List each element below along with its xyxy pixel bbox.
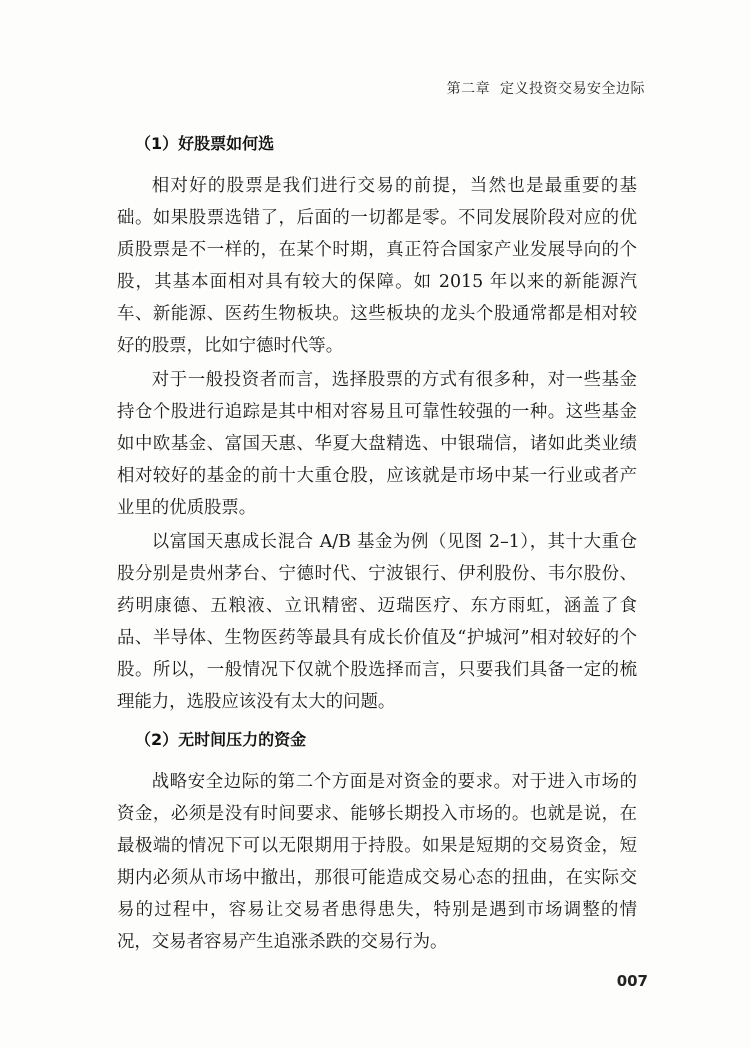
page-body xyxy=(117,128,637,960)
paragraph: 相对好的股票是我们进行交易的前提，当然也是最重要的基础。如果股票选错了，后面的一切都是零。不同发展阶段对应的优质股票是不一样的，在某个时期，真正符合国家产业发展导向的个股，其基本面相对具有较大的保障。如 2015 年以来的新能源汽车、新能源、医药生物板块。这些板块的龙头个股通常都是相对较好的股票，比如宁德时代等。 xyxy=(117,176,637,356)
section-heading: （2）无时间压力的资金 xyxy=(135,730,307,749)
paragraph: 战略安全边际的第二个方面是对资金的要求。对于进入市场的资金，必须是没有时间要求、能够长期投入市场的。也就是说，在最极端的情况下可以无限期用于持股。如果是短期的交易资金，短期内必须从市场中撤出，那很可能造成交易心态的扭曲，在实际交易的过程中，容易让交易者患得患失，特别是遇到市场调整的情况，交易者容易产生追涨杀跌的交易行为。 xyxy=(117,772,637,952)
section-heading: （1）好股票如何选 xyxy=(135,134,275,153)
paragraph: 以富国天惠成长混合 A/B 基金为例（见图 2–1），其十大重仓股分别是贵州茅台、宁德时代、宁波银行、伊利股份、韦尔股份、药明康德、五粮液、立讯精密、迈瑞医疗、东方雨虹，涵盖了食品、半导体、生物医药等最具有成长价值及“护城河”相对较好的个股。所以，一般情况下仅就个股选择而言，只要我们具备一定的梳理能力，选股应该没有太大的问题。 xyxy=(117,532,637,712)
paragraph: 对于一般投资者而言，选择股票的方式有很多种，对一些基金持仓个股进行追踪是其中相对容易且可靠性较强的一种。这些基金如中欧基金、富国天惠、华夏大盘精选、中银瑞信，诸如此类业绩相对较好的基金的前十大重仓股，应该就是市场中某一行业或者产业里的优质股票。 xyxy=(117,370,637,518)
chapter-title: 定义投资交易安全边际 xyxy=(500,81,645,97)
running-header xyxy=(447,78,645,98)
page-number: 007 xyxy=(616,972,648,990)
chapter-number: 第二章 xyxy=(446,81,491,97)
